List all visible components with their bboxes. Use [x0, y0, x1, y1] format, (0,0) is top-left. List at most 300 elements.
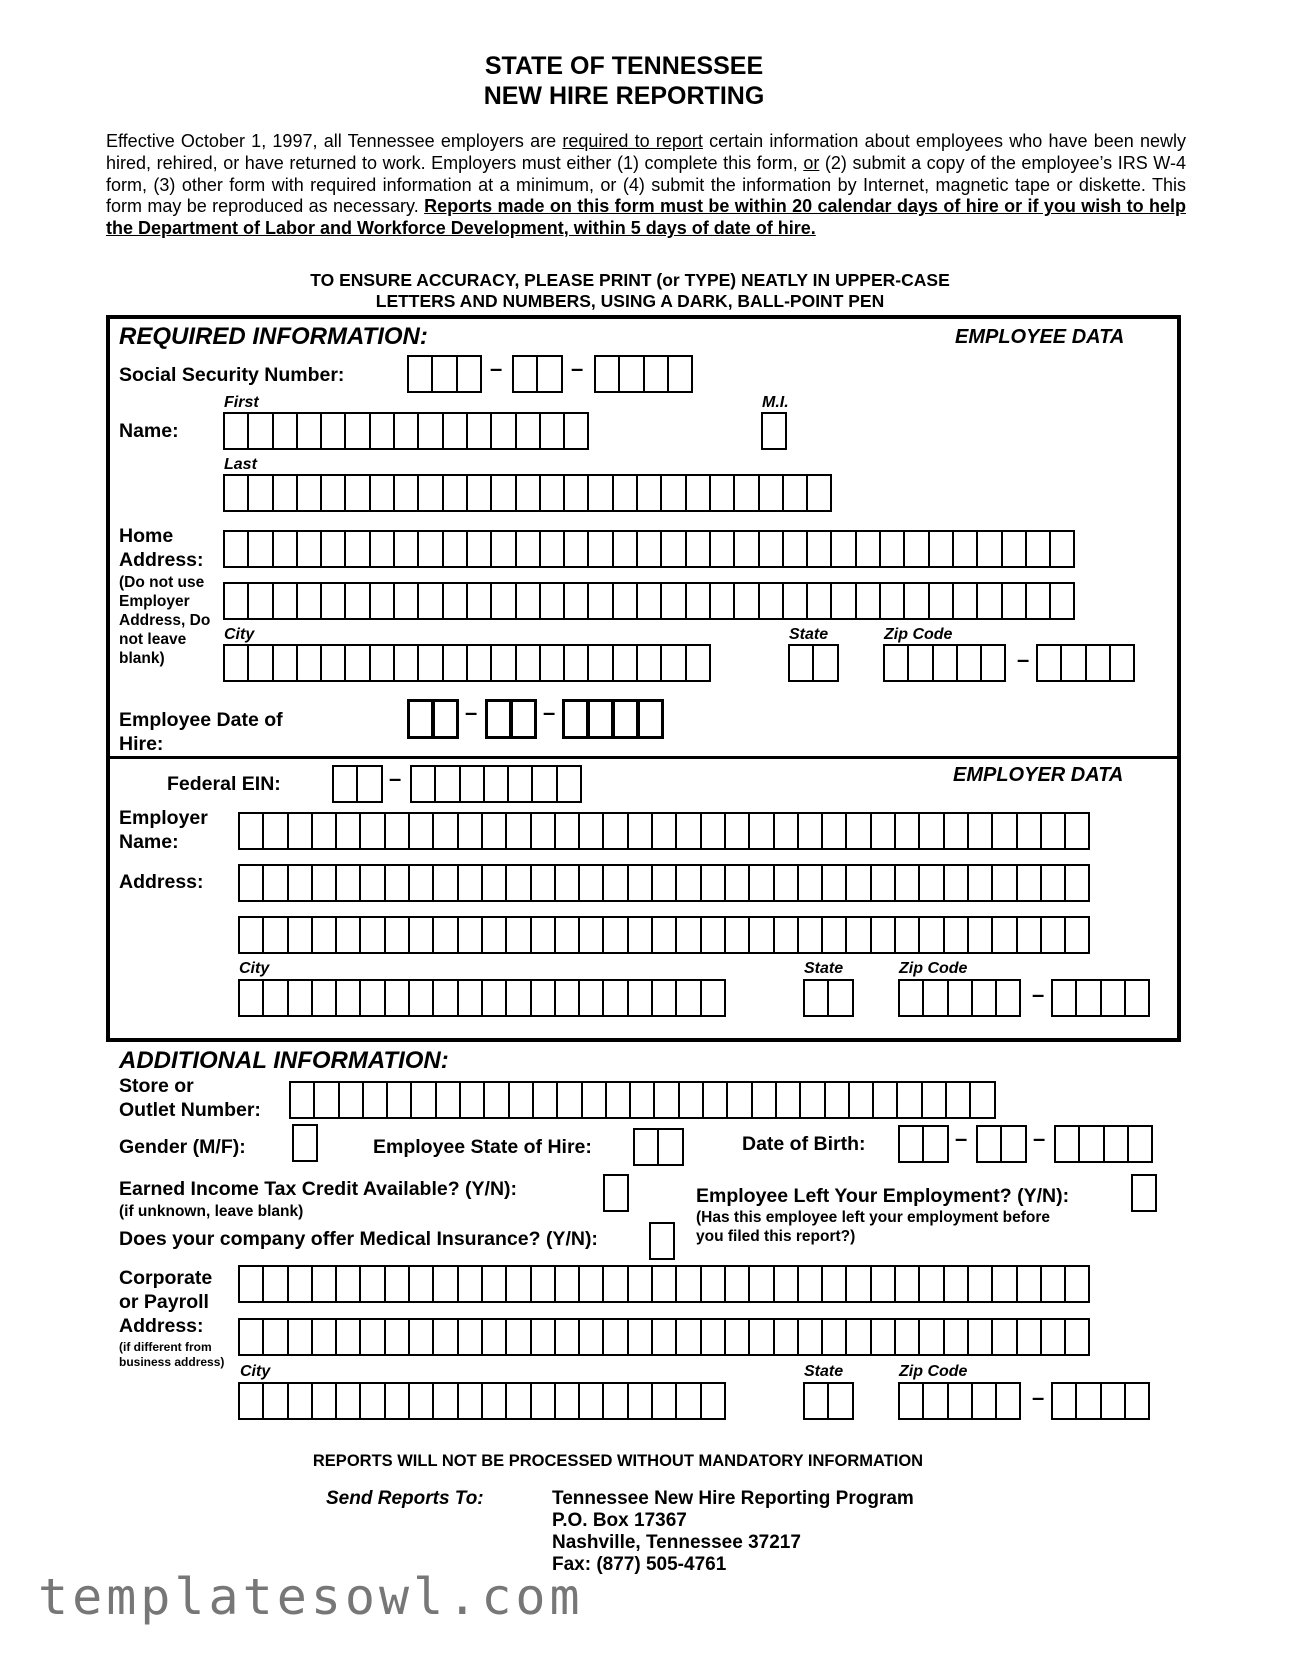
character-box[interactable]: [1075, 979, 1101, 1017]
character-box[interactable]: [922, 1382, 948, 1420]
character-box[interactable]: [918, 1265, 944, 1303]
character-box[interactable]: [578, 979, 604, 1017]
character-box[interactable]: [1075, 1382, 1101, 1420]
character-box[interactable]: [627, 1265, 653, 1303]
character-box[interactable]: [417, 530, 443, 568]
character-box[interactable]: [554, 1318, 580, 1356]
character-box[interactable]: [773, 1265, 799, 1303]
character-box[interactable]: [223, 474, 249, 512]
character-box[interactable]: [1064, 1318, 1090, 1356]
character-box[interactable]: [748, 812, 774, 850]
character-box[interactable]: [563, 474, 589, 512]
character-box[interactable]: [932, 644, 958, 682]
character-box[interactable]: [442, 582, 468, 620]
character-box[interactable]: [827, 1382, 853, 1420]
middle-initial-field[interactable]: [761, 412, 787, 450]
character-box[interactable]: [797, 864, 823, 902]
character-box[interactable]: [490, 412, 516, 450]
character-box[interactable]: [344, 644, 370, 682]
character-box[interactable]: [507, 765, 533, 803]
character-box[interactable]: [700, 812, 726, 850]
character-box[interactable]: [803, 979, 829, 1017]
character-box[interactable]: [1127, 1125, 1153, 1163]
character-box[interactable]: [490, 582, 516, 620]
character-box[interactable]: [1000, 1125, 1026, 1163]
character-box[interactable]: [311, 979, 337, 1017]
corporate-address-line2-field[interactable]: [238, 1318, 1090, 1356]
character-box[interactable]: [660, 644, 686, 682]
character-box[interactable]: [384, 1265, 410, 1303]
character-box[interactable]: [238, 1318, 264, 1356]
character-box[interactable]: [530, 1382, 556, 1420]
character-box[interactable]: [344, 474, 370, 512]
character-box[interactable]: [629, 1081, 655, 1119]
character-box[interactable]: [1016, 864, 1042, 902]
character-box[interactable]: [1040, 916, 1066, 954]
character-box[interactable]: [335, 916, 361, 954]
character-box[interactable]: [490, 644, 516, 682]
character-box[interactable]: [408, 812, 434, 850]
corporate-state-field[interactable]: [803, 1382, 854, 1420]
character-box[interactable]: [845, 1318, 871, 1356]
store-number-field[interactable]: [289, 1081, 996, 1119]
character-box[interactable]: [872, 1081, 898, 1119]
character-box[interactable]: [751, 1081, 777, 1119]
character-box[interactable]: [356, 765, 382, 803]
character-box[interactable]: [678, 1081, 704, 1119]
hire-date-month-field[interactable]: [407, 699, 459, 739]
employer-address-line1-field[interactable]: [238, 864, 1090, 902]
character-box[interactable]: [410, 765, 436, 803]
character-box[interactable]: [384, 916, 410, 954]
character-box[interactable]: [1100, 1382, 1126, 1420]
character-box[interactable]: [651, 979, 677, 1017]
character-box[interactable]: [855, 530, 881, 568]
character-box[interactable]: [1016, 812, 1042, 850]
character-box[interactable]: [894, 812, 920, 850]
character-box[interactable]: [1016, 1265, 1042, 1303]
character-box[interactable]: [287, 812, 313, 850]
last-name-field[interactable]: [223, 474, 832, 512]
character-box[interactable]: [287, 1318, 313, 1356]
character-box[interactable]: [773, 864, 799, 902]
character-box[interactable]: [287, 1265, 313, 1303]
character-box[interactable]: [587, 644, 613, 682]
character-box[interactable]: [407, 699, 434, 739]
character-box[interactable]: [943, 864, 969, 902]
character-box[interactable]: [898, 979, 924, 1017]
character-box[interactable]: [320, 412, 346, 450]
character-box[interactable]: [338, 1081, 364, 1119]
character-box[interactable]: [685, 644, 711, 682]
character-box[interactable]: [408, 864, 434, 902]
character-box[interactable]: [238, 1382, 264, 1420]
character-box[interactable]: [675, 1382, 701, 1420]
character-box[interactable]: [602, 979, 628, 1017]
character-box[interactable]: [976, 530, 1002, 568]
employer-state-field[interactable]: [803, 979, 854, 1017]
character-box[interactable]: [830, 530, 856, 568]
character-box[interactable]: [907, 644, 933, 682]
character-box[interactable]: [952, 530, 978, 568]
character-box[interactable]: [432, 979, 458, 1017]
character-box[interactable]: [685, 530, 711, 568]
character-box[interactable]: [685, 582, 711, 620]
character-box[interactable]: [602, 1382, 628, 1420]
character-box[interactable]: [758, 582, 784, 620]
character-box[interactable]: [991, 864, 1017, 902]
character-box[interactable]: [651, 1265, 677, 1303]
character-box[interactable]: [797, 1265, 823, 1303]
character-box[interactable]: [563, 582, 589, 620]
character-box[interactable]: [618, 355, 644, 393]
character-box[interactable]: [918, 812, 944, 850]
character-box[interactable]: [296, 582, 322, 620]
character-box[interactable]: [289, 1081, 315, 1119]
character-box[interactable]: [782, 474, 808, 512]
character-box[interactable]: [481, 1318, 507, 1356]
character-box[interactable]: [459, 765, 485, 803]
character-box[interactable]: [1016, 1318, 1042, 1356]
character-box[interactable]: [432, 1265, 458, 1303]
character-box[interactable]: [1064, 1265, 1090, 1303]
character-box[interactable]: [612, 644, 638, 682]
character-box[interactable]: [512, 355, 538, 393]
character-box[interactable]: [991, 1318, 1017, 1356]
character-box[interactable]: [532, 1081, 558, 1119]
character-box[interactable]: [335, 864, 361, 902]
character-box[interactable]: [442, 530, 468, 568]
character-box[interactable]: [515, 530, 541, 568]
character-box[interactable]: [971, 1382, 997, 1420]
character-box[interactable]: [539, 644, 565, 682]
character-box[interactable]: [821, 1318, 847, 1356]
character-box[interactable]: [799, 1081, 825, 1119]
character-box[interactable]: [539, 582, 565, 620]
character-box[interactable]: [369, 644, 395, 682]
character-box[interactable]: [485, 699, 512, 739]
character-box[interactable]: [287, 979, 313, 1017]
character-box[interactable]: [700, 1382, 726, 1420]
character-box[interactable]: [457, 916, 483, 954]
character-box[interactable]: [431, 355, 457, 393]
character-box[interactable]: [578, 916, 604, 954]
character-box[interactable]: [515, 474, 541, 512]
character-box[interactable]: [848, 1081, 874, 1119]
character-box[interactable]: [432, 1318, 458, 1356]
character-box[interactable]: [335, 1382, 361, 1420]
character-box[interactable]: [432, 812, 458, 850]
character-box[interactable]: [1103, 1125, 1129, 1163]
character-box[interactable]: [1001, 582, 1027, 620]
character-box[interactable]: [1025, 582, 1051, 620]
character-box[interactable]: [709, 474, 735, 512]
home-zip-field[interactable]: [883, 644, 1006, 682]
character-box[interactable]: [782, 530, 808, 568]
character-box[interactable]: [700, 979, 726, 1017]
character-box[interactable]: [563, 530, 589, 568]
character-box[interactable]: [773, 916, 799, 954]
character-box[interactable]: [442, 644, 468, 682]
character-box[interactable]: [247, 412, 273, 450]
character-box[interactable]: [247, 474, 273, 512]
home-state-field[interactable]: [788, 644, 839, 682]
character-box[interactable]: [894, 1265, 920, 1303]
employer-name-field[interactable]: [238, 812, 1090, 850]
character-box[interactable]: [748, 916, 774, 954]
character-box[interactable]: [578, 1382, 604, 1420]
character-box[interactable]: [775, 1081, 801, 1119]
character-box[interactable]: [262, 1318, 288, 1356]
character-box[interactable]: [971, 979, 997, 1017]
character-box[interactable]: [1049, 530, 1075, 568]
character-box[interactable]: [581, 1081, 607, 1119]
character-box[interactable]: [700, 1265, 726, 1303]
character-box[interactable]: [554, 916, 580, 954]
character-box[interactable]: [1049, 582, 1075, 620]
character-box[interactable]: [1131, 1174, 1157, 1212]
character-box[interactable]: [505, 1318, 531, 1356]
character-box[interactable]: [602, 916, 628, 954]
character-box[interactable]: [898, 1382, 924, 1420]
character-box[interactable]: [539, 474, 565, 512]
employer-zip-field[interactable]: [898, 979, 1021, 1017]
character-box[interactable]: [344, 530, 370, 568]
character-box[interactable]: [947, 1382, 973, 1420]
character-box[interactable]: [359, 864, 385, 902]
character-box[interactable]: [384, 1382, 410, 1420]
character-box[interactable]: [952, 582, 978, 620]
character-box[interactable]: [556, 765, 582, 803]
character-box[interactable]: [1001, 530, 1027, 568]
character-box[interactable]: [803, 1382, 829, 1420]
character-box[interactable]: [627, 1382, 653, 1420]
character-box[interactable]: [456, 355, 482, 393]
character-box[interactable]: [238, 812, 264, 850]
character-box[interactable]: [508, 1081, 534, 1119]
character-box[interactable]: [918, 916, 944, 954]
character-box[interactable]: [296, 644, 322, 682]
character-box[interactable]: [457, 1265, 483, 1303]
character-box[interactable]: [556, 1081, 582, 1119]
character-box[interactable]: [505, 1382, 531, 1420]
character-box[interactable]: [976, 1125, 1002, 1163]
gender-field[interactable]: [292, 1124, 318, 1162]
character-box[interactable]: [821, 1265, 847, 1303]
character-box[interactable]: [709, 582, 735, 620]
character-box[interactable]: [393, 474, 419, 512]
character-box[interactable]: [709, 530, 735, 568]
character-box[interactable]: [612, 582, 638, 620]
character-box[interactable]: [335, 1318, 361, 1356]
character-box[interactable]: [369, 412, 395, 450]
character-box[interactable]: [967, 916, 993, 954]
character-box[interactable]: [530, 864, 556, 902]
character-box[interactable]: [587, 530, 613, 568]
character-box[interactable]: [408, 979, 434, 1017]
character-box[interactable]: [384, 864, 410, 902]
character-box[interactable]: [369, 474, 395, 512]
character-box[interactable]: [262, 979, 288, 1017]
character-box[interactable]: [969, 1081, 995, 1119]
character-box[interactable]: [685, 474, 711, 512]
ssn-field-part2[interactable]: [512, 355, 563, 393]
character-box[interactable]: [311, 916, 337, 954]
character-box[interactable]: [320, 582, 346, 620]
home-zip-ext-field[interactable]: [1036, 644, 1135, 682]
character-box[interactable]: [311, 1265, 337, 1303]
character-box[interactable]: [724, 864, 750, 902]
character-box[interactable]: [223, 582, 249, 620]
character-box[interactable]: [643, 355, 669, 393]
character-box[interactable]: [956, 644, 982, 682]
character-box[interactable]: [563, 644, 589, 682]
character-box[interactable]: [870, 916, 896, 954]
character-box[interactable]: [702, 1081, 728, 1119]
character-box[interactable]: [928, 530, 954, 568]
character-box[interactable]: [587, 582, 613, 620]
character-box[interactable]: [675, 916, 701, 954]
character-box[interactable]: [627, 979, 653, 1017]
character-box[interactable]: [700, 1318, 726, 1356]
character-box[interactable]: [894, 916, 920, 954]
medical-insurance-field[interactable]: [649, 1222, 675, 1260]
federal-ein-part2-field[interactable]: [410, 765, 582, 803]
character-box[interactable]: [651, 916, 677, 954]
character-box[interactable]: [410, 1081, 436, 1119]
character-box[interactable]: [531, 765, 557, 803]
character-box[interactable]: [505, 1265, 531, 1303]
character-box[interactable]: [896, 1081, 922, 1119]
character-box[interactable]: [1051, 1382, 1077, 1420]
character-box[interactable]: [359, 979, 385, 1017]
character-box[interactable]: [296, 474, 322, 512]
corporate-zip-ext-field[interactable]: [1051, 1382, 1150, 1420]
character-box[interactable]: [466, 582, 492, 620]
character-box[interactable]: [627, 864, 653, 902]
character-box[interactable]: [359, 1318, 385, 1356]
character-box[interactable]: [812, 644, 838, 682]
character-box[interactable]: [602, 864, 628, 902]
character-box[interactable]: [457, 812, 483, 850]
character-box[interactable]: [466, 644, 492, 682]
character-box[interactable]: [821, 864, 847, 902]
character-box[interactable]: [313, 1081, 339, 1119]
character-box[interactable]: [530, 1318, 556, 1356]
home-address-line2-field[interactable]: [223, 582, 1075, 620]
hire-date-day-field[interactable]: [485, 699, 537, 739]
character-box[interactable]: [320, 474, 346, 512]
ssn-field-part1[interactable]: [407, 355, 482, 393]
character-box[interactable]: [991, 916, 1017, 954]
character-box[interactable]: [296, 412, 322, 450]
character-box[interactable]: [238, 979, 264, 1017]
character-box[interactable]: [320, 530, 346, 568]
character-box[interactable]: [530, 916, 556, 954]
character-box[interactable]: [505, 979, 531, 1017]
character-box[interactable]: [806, 530, 832, 568]
character-box[interactable]: [457, 979, 483, 1017]
character-box[interactable]: [1040, 1318, 1066, 1356]
character-box[interactable]: [359, 812, 385, 850]
character-box[interactable]: [481, 916, 507, 954]
character-box[interactable]: [660, 530, 686, 568]
character-box[interactable]: [821, 916, 847, 954]
character-box[interactable]: [344, 582, 370, 620]
character-box[interactable]: [667, 355, 693, 393]
character-box[interactable]: [408, 1382, 434, 1420]
character-box[interactable]: [262, 1265, 288, 1303]
dob-year-field[interactable]: [1054, 1125, 1153, 1163]
character-box[interactable]: [272, 412, 298, 450]
character-box[interactable]: [272, 644, 298, 682]
character-box[interactable]: [466, 412, 492, 450]
eitc-field[interactable]: [603, 1174, 629, 1212]
character-box[interactable]: [967, 1265, 993, 1303]
character-box[interactable]: [457, 1318, 483, 1356]
character-box[interactable]: [407, 355, 433, 393]
character-box[interactable]: [393, 412, 419, 450]
character-box[interactable]: [660, 474, 686, 512]
character-box[interactable]: [481, 812, 507, 850]
character-box[interactable]: [272, 530, 298, 568]
character-box[interactable]: [483, 765, 509, 803]
character-box[interactable]: [1040, 1265, 1066, 1303]
character-box[interactable]: [761, 412, 787, 450]
character-box[interactable]: [1051, 979, 1077, 1017]
character-box[interactable]: [605, 1081, 631, 1119]
character-box[interactable]: [903, 582, 929, 620]
character-box[interactable]: [637, 699, 664, 739]
character-box[interactable]: [995, 1382, 1021, 1420]
character-box[interactable]: [995, 979, 1021, 1017]
character-box[interactable]: [515, 582, 541, 620]
character-box[interactable]: [247, 582, 273, 620]
character-box[interactable]: [602, 1318, 628, 1356]
character-box[interactable]: [976, 582, 1002, 620]
character-box[interactable]: [417, 582, 443, 620]
character-box[interactable]: [918, 1318, 944, 1356]
character-box[interactable]: [417, 474, 443, 512]
character-box[interactable]: [292, 1124, 318, 1162]
character-box[interactable]: [578, 864, 604, 902]
character-box[interactable]: [636, 530, 662, 568]
home-address-line1-field[interactable]: [223, 530, 1075, 568]
character-box[interactable]: [758, 474, 784, 512]
character-box[interactable]: [700, 916, 726, 954]
character-box[interactable]: [530, 979, 556, 1017]
character-box[interactable]: [262, 916, 288, 954]
character-box[interactable]: [262, 812, 288, 850]
character-box[interactable]: [922, 1125, 948, 1163]
character-box[interactable]: [332, 765, 358, 803]
character-box[interactable]: [943, 1318, 969, 1356]
character-box[interactable]: [788, 644, 814, 682]
character-box[interactable]: [296, 530, 322, 568]
character-box[interactable]: [335, 812, 361, 850]
character-box[interactable]: [490, 530, 516, 568]
character-box[interactable]: [943, 916, 969, 954]
character-box[interactable]: [636, 474, 662, 512]
character-box[interactable]: [724, 916, 750, 954]
character-box[interactable]: [369, 582, 395, 620]
character-box[interactable]: [748, 1265, 774, 1303]
character-box[interactable]: [612, 474, 638, 512]
character-box[interactable]: [649, 1222, 675, 1260]
character-box[interactable]: [675, 1265, 701, 1303]
employer-city-field[interactable]: [238, 979, 726, 1017]
character-box[interactable]: [384, 812, 410, 850]
